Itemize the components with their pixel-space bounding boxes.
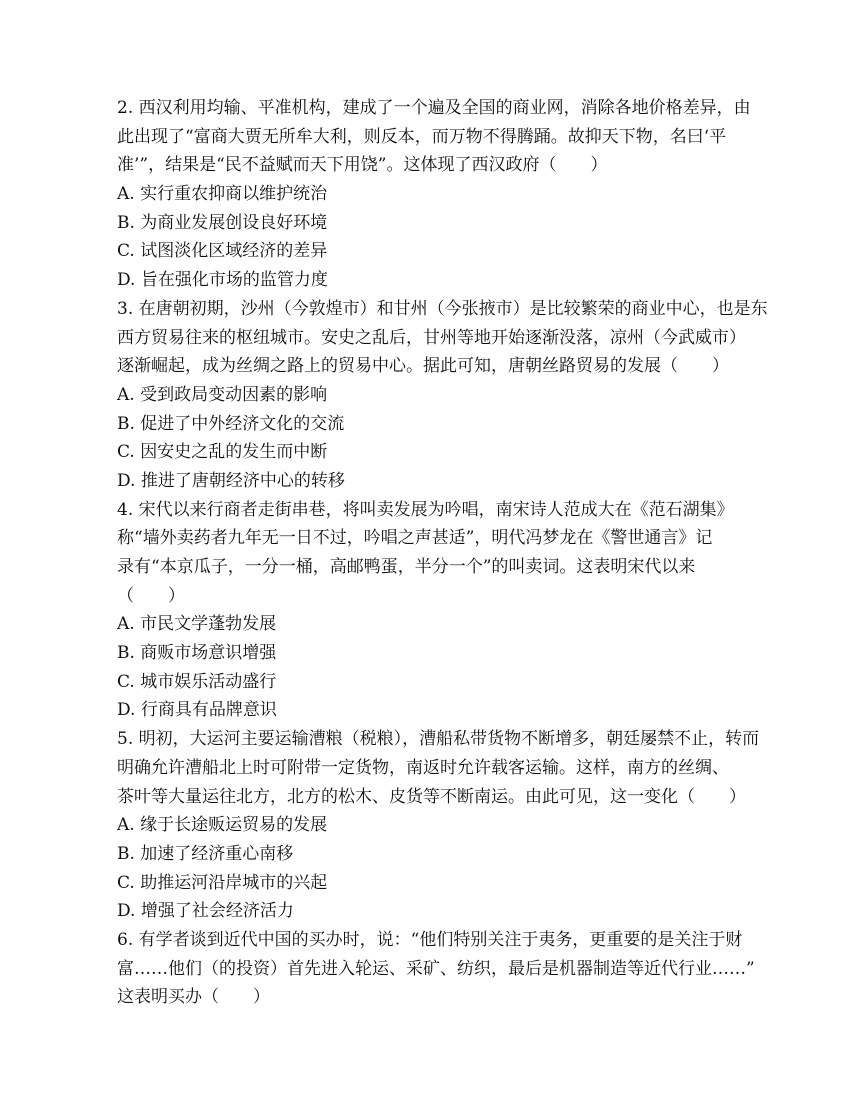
option-a: A. 受到政局变动因素的影响 xyxy=(117,384,328,405)
option-c: C. 城市娱乐活动盛行 xyxy=(117,671,277,692)
option-d: D. 增强了社会经济活力 xyxy=(117,901,294,922)
question-stem-line: 明确允许漕船北上时可附带一定货物，南返时允许载客运输。这样，南方的丝绸、 xyxy=(117,757,729,778)
question-2 xyxy=(117,94,753,295)
option-c: C. 助推运河沿岸城市的兴起 xyxy=(117,872,328,893)
option-d: D. 推进了唐朝经济中心的转移 xyxy=(117,470,345,491)
question-stem-line: 逐渐崛起，成为丝绸之路上的贸易中心。据此可知，唐朝丝路贸易的发展（ ） xyxy=(117,356,729,377)
question-stem-line: 富……他们（的投资）首先进入轮运、采矿、纺织，最后是机器制造等近代行业……” xyxy=(117,958,755,979)
question-6 xyxy=(117,926,753,1012)
question-5 xyxy=(117,725,760,926)
option-c: C. 因安史之乱的发生而中断 xyxy=(117,442,328,463)
option-d: D. 旨在强化市场的监管力度 xyxy=(117,270,328,291)
exam-page xyxy=(117,94,768,1012)
option-d: D. 行商具有品牌意识 xyxy=(117,700,277,721)
option-a: A. 缘于长途贩运贸易的发展 xyxy=(117,815,328,836)
question-stem-line: 称“墙外卖药者九年无一日不过，吟唱之声甚适”，明代冯梦龙在《警世通言》记 xyxy=(117,528,713,549)
option-b: B. 为商业发展创设良好环境 xyxy=(117,212,328,233)
question-stem-line: 此出现了“富商大贾无所牟大利，则反本，而万物不得腾踊。故抑天下物，名曰‘平 xyxy=(117,126,727,147)
question-stem-line: 5. 明初，大运河主要运输漕粮（税粮），漕船私带货物不断增多，朝廷屡禁不止，转而 xyxy=(117,729,760,750)
option-b: B. 商贩市场意识增强 xyxy=(117,643,277,664)
question-stem-line: 录有“本京瓜子，一分一桶，高邮鸭蛋，半分一个”的叫卖词。这表明宋代以来 xyxy=(117,557,696,577)
option-a: A. 市民文学蓬勃发展 xyxy=(117,614,277,635)
question-stem-line: 准’”，结果是“民不益赋而天下用饶”。这体现了西汉政府（ ） xyxy=(117,155,608,176)
question-stem-line: 这表明买办（ ） xyxy=(117,987,270,1008)
question-stem-line: 西方贸易往来的枢纽城市。安史之乱后，甘州等地开始逐渐没落，凉州（今武威市） xyxy=(117,327,746,348)
option-b: B. 加速了经济重心南移 xyxy=(117,843,294,864)
question-4 xyxy=(117,496,753,726)
question-stem-line: 4. 宋代以来行商者走街串巷，将叫卖发展为吟唱，南宋诗人范成大在《范石湖集》 xyxy=(117,499,734,520)
question-3 xyxy=(117,295,768,496)
question-stem-line: 茶叶等大量运往北方，北方的松木、皮货等不断南运。由此可见，这一变化（ ） xyxy=(117,786,746,807)
option-c: C. 试图淡化区域经济的差异 xyxy=(117,241,328,262)
question-stem-line: 3. 在唐朝初期，沙州（今敦煌市）和甘州（今张掖市）是比较繁荣的商业中心，也是东 xyxy=(117,298,768,319)
option-a: A. 实行重农抑商以维护统治 xyxy=(117,184,328,205)
option-b: B. 促进了中外经济文化的交流 xyxy=(117,413,345,434)
question-stem-line: （ ） xyxy=(117,585,185,606)
question-stem-line: 2. 西汉利用均输、平准机构，建成了一个遍及全国的商业网，消除各地价格差异，由 xyxy=(117,98,751,118)
question-stem-line: 6. 有学者谈到近代中国的买办时，说：“他们特别关注于夷务，更重要的是关注于财 xyxy=(117,929,743,950)
